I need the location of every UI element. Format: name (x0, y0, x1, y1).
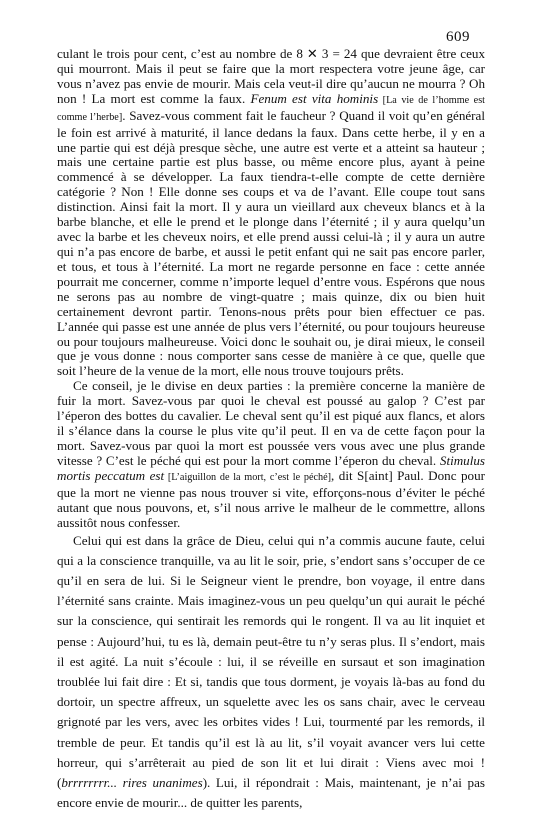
translation-note: [La vie de l’homme est comme l’herbe] (57, 95, 485, 123)
paragraph (57, 531, 485, 813)
translation-note: [L’aiguillon de la mort, c’est le péché] (164, 472, 331, 483)
text-segment: Ce conseil, je le divise en deux parties : la première concerne la manière de fuir la mort. Savez-vous par quoi le cheval est poussé au galop ? C’est par l’éperon des bottes du cavalier. Le cheval sent qu’il est piqué aux flancs, et alors il s’élance dans la course le plus vite qu’il peut. Il en va de cette façon pour la mort. Savez-vous par quoi la mort est poussée vers vous avec une plus grande vitesse ? C’est le péché qui est pour la mort comme l’éperon du cheval. (57, 378, 485, 468)
latin-quote: brrrrrrrr... rires unanimes (61, 775, 202, 790)
text-segment: Celui qui est dans la grâce de Dieu, celui qui n’a commis aucune faute, celui qui a la conscience tranquille, va au lit le soir, prie, s’endort sans s’occuper de ce qu’il en sera de lui. Si le Seigneur vient le prendre, bon voyage, il entre dans l’éternité sans crainte. Mais imaginez-vous un peu quelqu’un qui aurait le péché sur la conscience, qui sentirait les remords qui le rongent. Il va au lit inquiet et pense : Aujourd’hui, tu es là, demain peut-être tu n’y seras plus. Il s’endort, mais il est agité. La nuit s’écoule : lui, il se réveille en sursaut et son imagination troublée lui fait dire : Et si, tandis que tous dorment, je voyais là-bas au fond du dortoir, un spectre affreux, un squelette avec les os sans chair, avec le cerveau grignoté par les vers, avec les orbites vides ! Lui, tourmenté par les remords, il tremble de peur. Et tandis qu’il est là au lit, s’il voyait avancer vers lui cette horreur, qui s’arrêterait au pied de son lit et lui dirait : Viens avec moi ! ( (57, 533, 485, 790)
text-segment: . Savez-vous comment fait le faucheur ? Quand il voit qu’en général le foin est arrivé à maturité, il lance dedans la faux. Dans cette herbe, il y en a une partie qui est déjà presque sèche, une autre est verte et a atteint sa hauteur ; mais une certaine partie est plus basse, ou même encore plus, ayant à peine commencé à se développer. La faux tiendra-t-elle compte de cette dernière catégorie ? Non ! Elle donne ses coups et va de l’avant. Elle coupe tout sans distinction. Ainsi fait la mort. Il y aura un vieillard aux cheveux blancs et à la barbe blanche, et elle le prend et le plonge dans l’éternité ; il y aura quelqu’un avec la barbe et les cheveux noirs, et elle prend aussi celui-là ; il y aura un autre qui n’a pas encore de barbe, et aussi le petit enfant qui ne sait pas encore parler, et tous, et tous à l’éternité. La mort ne regarde personne en face : cette année pourrait me concerner, comme n’importe lequel d’entre vous. Espérons que nous ne serons pas au nombre de vingt-quatre ; mais quinze, dix ou bien huit certainement devront partir. Tenons-nous prêts pour bien effectuer ce pas. L’année qui passe est une année de plus vers l’éternité, ou pour toujours heureuse ou pour toujours malheureuse. Voici donc le souhait ou, je dirai mieux, le conseil que je vous donne : nous comporter sans cesse de manière à ce que, quelle que soit l’heure de la venue de la mort, elle nous trouve toujours prêts. (57, 108, 485, 379)
text-segment: , dit S[aint] Paul. Donc pour que la mort ne vienne pas nous trouver si vite, efforçons-nous d’éviter le péché autant que nous pouvons, et, s’il nous arrive le malheur de le commettre, allons aussitôt nous confesser. (57, 468, 485, 530)
latin-quote: Fenum est vita hominis (250, 91, 378, 106)
text-segment: ). Lui, il répondrait : Mais, maintenant, je n’ai pas encore envie de mourir... de quitter les parents, (57, 775, 485, 810)
page-number: 609 (446, 29, 470, 46)
paragraph (57, 379, 485, 530)
body-text (57, 47, 485, 813)
text-segment: culant le trois pour cent, c’est au nombre de 8 ✕ 3 = 24 que devraient être ceux qui mourront. Mais il peut se faire que la mort respectera votre jeune âge, car vous n’avez pas envie de mourir. Mais cela veut-il dire qu’aucun ne mourra ? Oh non ! La mort est comme la faux. (57, 46, 485, 106)
latin-quote: Stimulus mortis peccatum est (57, 453, 485, 483)
paragraph (57, 47, 485, 379)
